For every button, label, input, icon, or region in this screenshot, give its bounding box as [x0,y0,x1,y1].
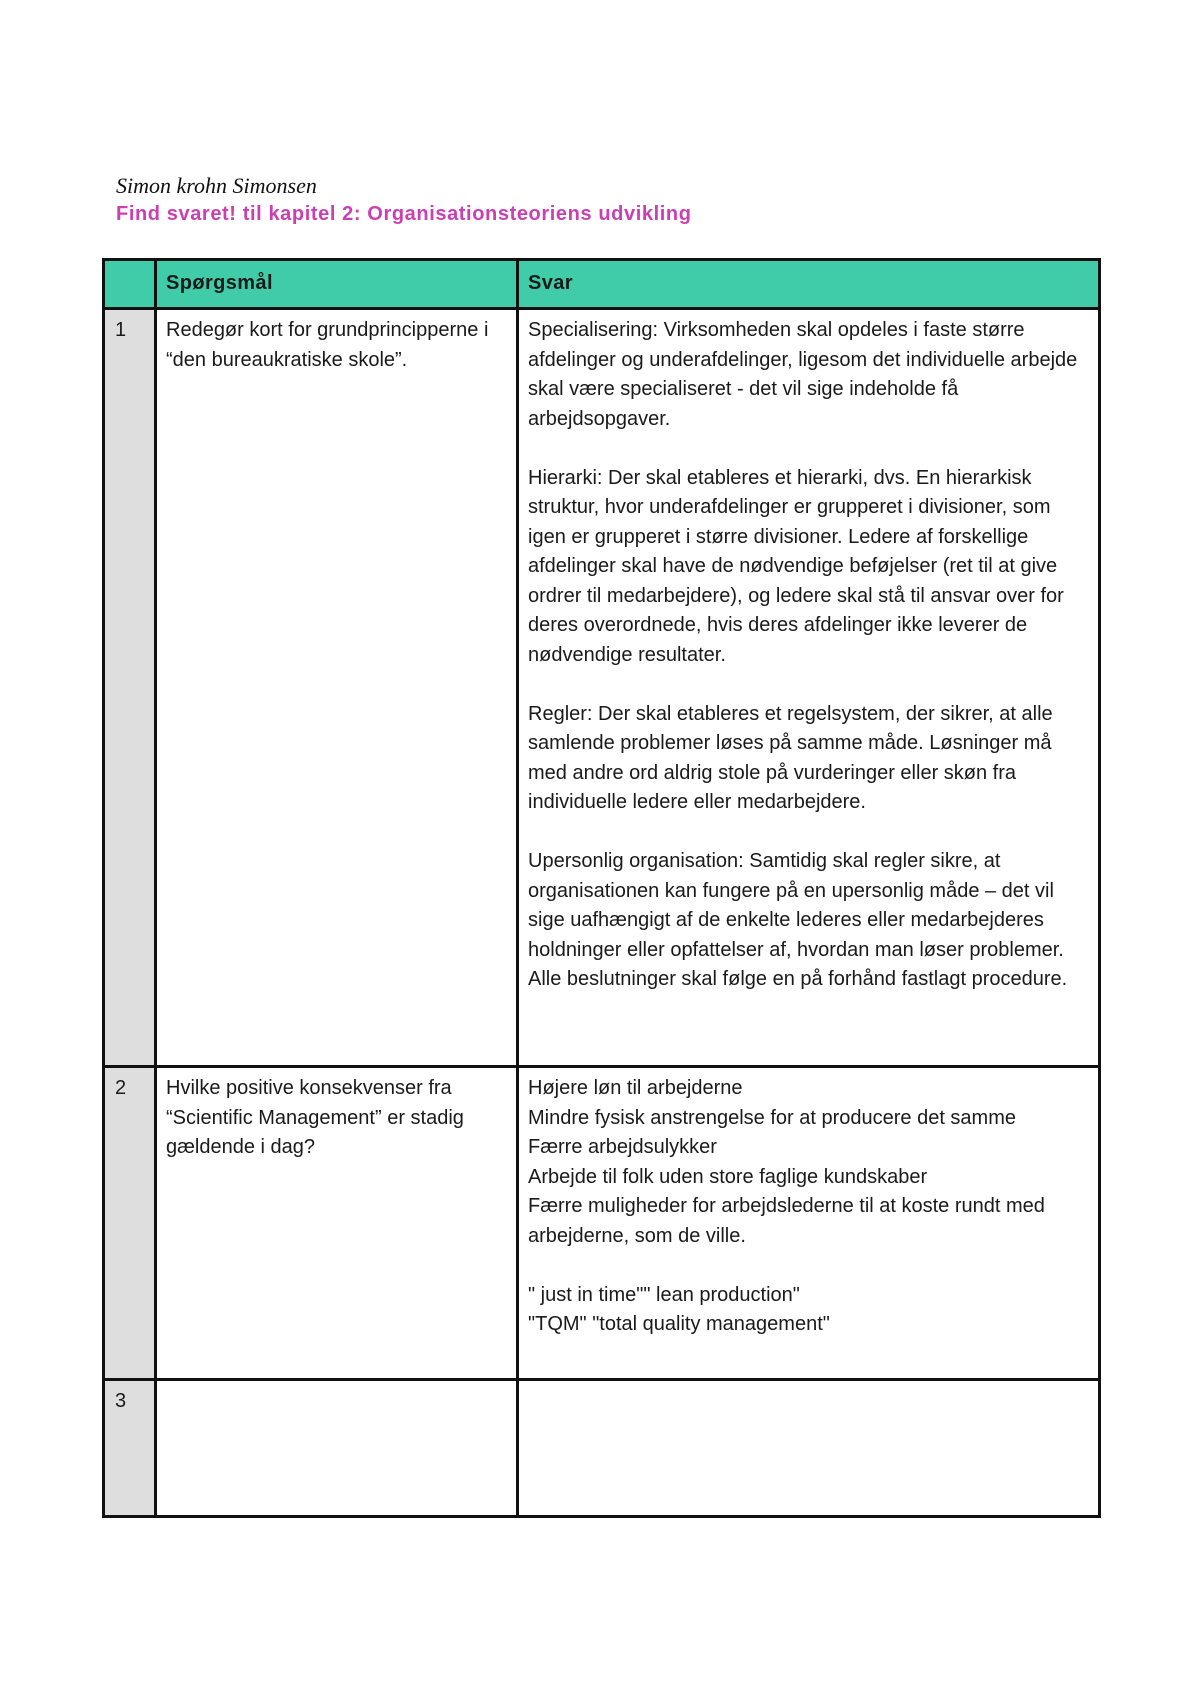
answer-line: Færre muligheder for arbejdslederne til at koste rundt med arbejderne, som de ville. [528,1195,1045,1247]
column-header-number [104,260,156,309]
question-answer-table [102,258,1101,1518]
document-title: Find svaret! til kapitel 2: Organisationsteoriens udvikling [116,203,692,225]
answer-paragraph [528,464,1089,671]
answer-line: Højere løn til arbejderne [528,1077,743,1099]
answer-line: Arbejde til folk uden store faglige kundskaber [528,1165,928,1188]
answer-line: Upersonlig organisation: Samtidig skal regler sikre, at organisationen kan fungere på en upersonlig måde – det vil sige uafhængigt af de enkelte lederes eller medarbejderes holdninger eller opfattelser af, hvordan man løser problemer. Alle beslutninger skal følge en på forhånd fastlagt procedure. [528,850,1068,990]
answer-paragraph [528,316,1089,434]
row-number: 3 [104,1380,156,1517]
question-cell [156,1380,518,1517]
answer-line: Færre arbejdsulykker [528,1136,717,1158]
column-header-answer: Svar [518,260,1100,309]
answer-paragraph [528,847,1089,995]
row-number: 1 [104,309,156,1067]
answer-cell [518,1067,1100,1380]
answer-cell [518,309,1100,1067]
answer-line: Mindre fysisk anstrengelse for at producere det samme [528,1106,1016,1129]
answer-line: Specialisering: Virksomheden skal opdeles i faste større afdelinger og underafdelinger, ligesom det individuelle arbejde skal være specialiseret - det vil sige indeholde få arbejdsopgaver. [528,319,1078,430]
answer-paragraph [528,1074,1089,1251]
answer-line: "TQM" "total quality management" [528,1313,830,1335]
answer-line: " just in time"" lean production" [528,1283,800,1306]
question-cell: Redegør kort for grundprincipperne i “den bureaukratiske skole”. [156,309,518,1067]
column-header-question: Spørgsmål [156,260,518,309]
answer-line: Hierarki: Der skal etableres et hierarki, dvs. En hierarkisk struktur, hvor underafdelinger er grupperet i divisioner, som igen er grupperet i større divisioner. Ledere af forskellige afdelinger skal have de nødvendige beføjelser (ret til at give ordrer til medarbejdere), og ledere skal stå til ansvar over for deres overordnede, hvis deres afdelinger ikke leverer de nødvendige resultater. [528,466,1064,666]
table-row [104,1067,1100,1380]
table-row [104,309,1100,1067]
table-row [104,1380,1100,1517]
table-header-row [104,260,1100,309]
author-name: Simon krohn Simonsen [116,173,317,198]
answer-paragraph [528,700,1089,818]
row-number: 2 [104,1067,156,1380]
answer-line: Regler: Der skal etableres et regelsystem, der sikrer, at alle samlende problemer løses på samme måde. Løsninger må med andre ord aldrig stole på vurderinger eller skøn fra individuelle ledere eller medarbejdere. [528,702,1053,813]
question-cell: Hvilke positive konsekvenser fra “Scientific Management” er stadig gældende i dag? [156,1067,518,1380]
answer-cell [518,1380,1100,1517]
answer-paragraph [528,1281,1089,1340]
